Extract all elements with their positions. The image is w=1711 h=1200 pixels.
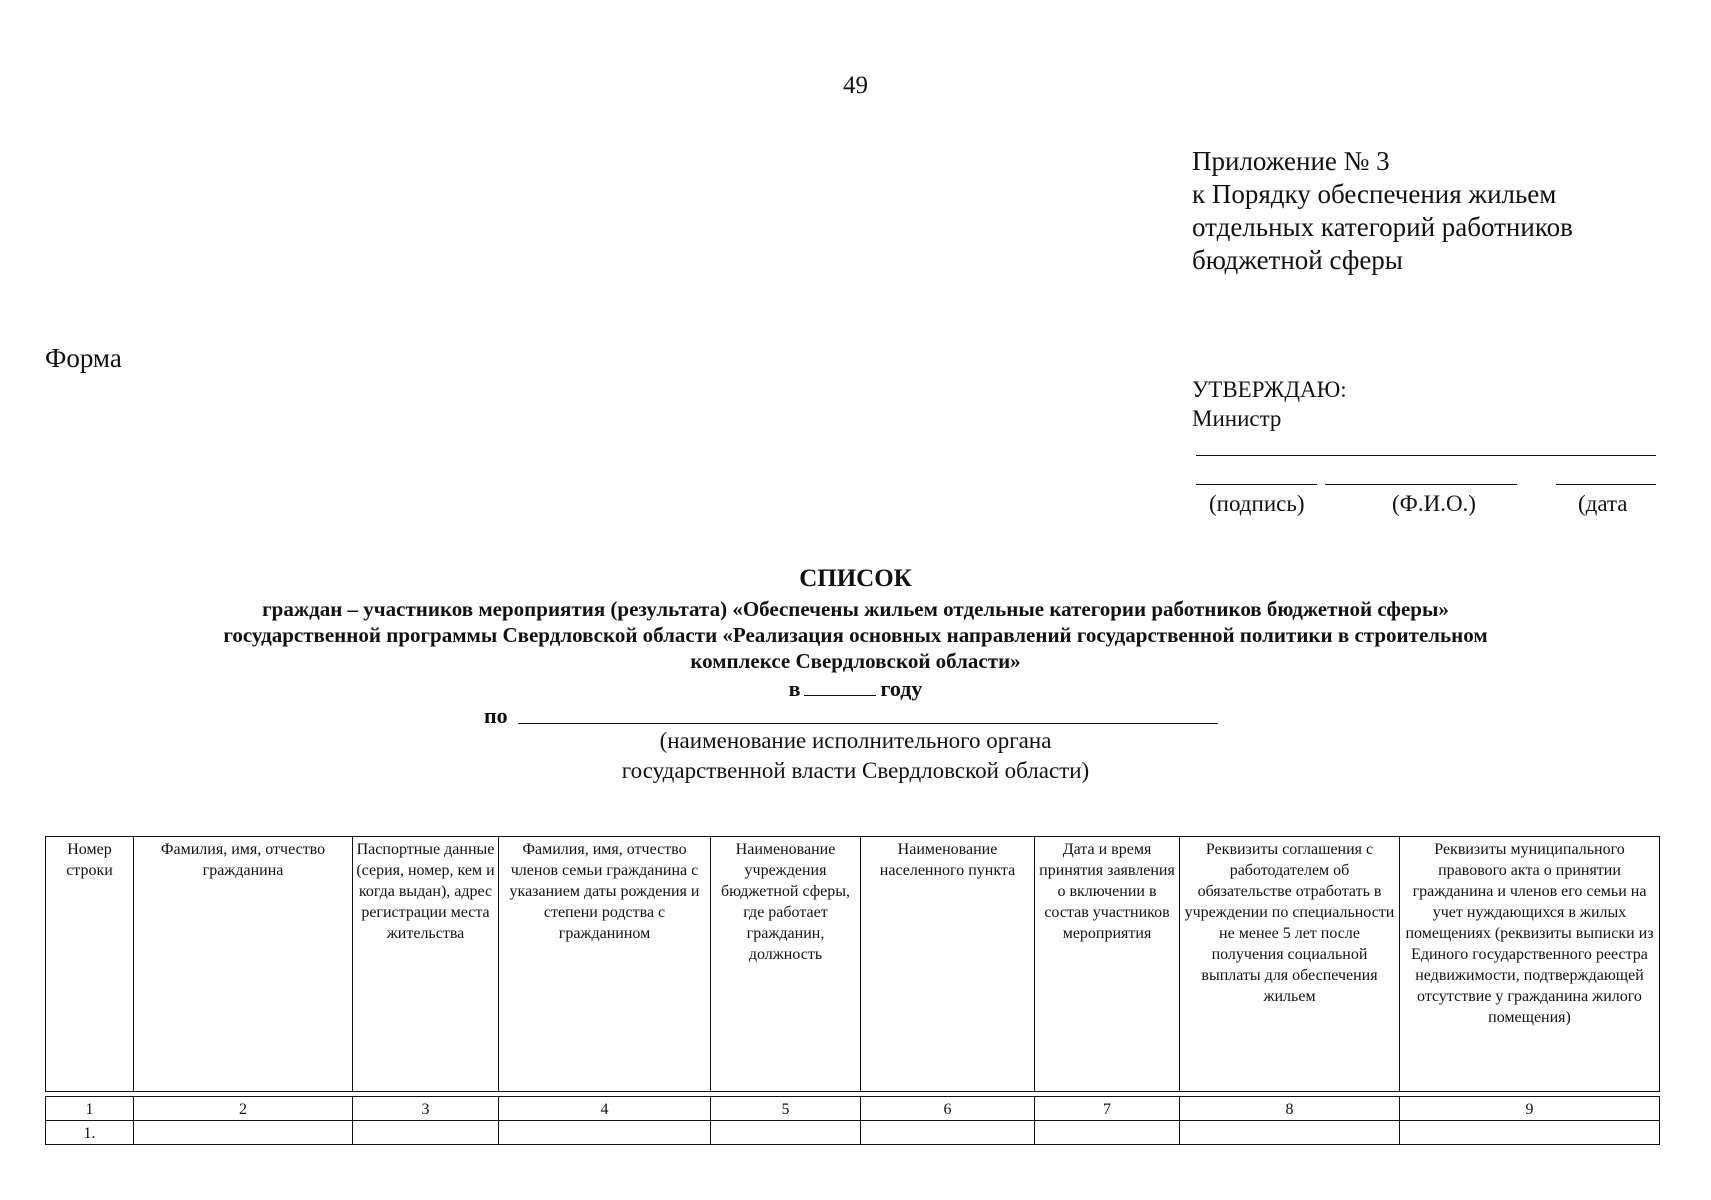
approval-block: [1192, 375, 1347, 433]
approver-position: Министр: [1192, 406, 1282, 431]
header-cell: Реквизиты соглашения с работодателем об обязательстве отработать в учреждении по специальности не менее 5 лет после получения социальной выплаты для обеспечения жильем: [1180, 837, 1400, 1092]
column-number-cell: 8: [1180, 1097, 1400, 1121]
table-cell: [1180, 1121, 1400, 1145]
name-caption: (Ф.И.О.): [1392, 491, 1476, 516]
table-cell: [353, 1121, 499, 1145]
header-cell: Фамилия, имя, отчество членов семьи гражданина с указанием даты рождения и степени родства с гражданином: [499, 837, 711, 1092]
header-table: [45, 836, 1660, 1092]
header-row: [46, 837, 1660, 1092]
column-number-cell: 4: [499, 1097, 711, 1121]
organ-caption: [0, 726, 1711, 786]
year-line: [0, 676, 1711, 702]
table-cell: [1035, 1121, 1180, 1145]
column-number-cell: 6: [861, 1097, 1035, 1121]
table-cell: [1400, 1121, 1660, 1145]
table-cell: [711, 1121, 861, 1145]
appendix-line: бюджетной сферы: [1192, 245, 1403, 275]
column-number-row: [46, 1097, 1660, 1121]
data-table: [45, 1096, 1660, 1145]
appendix-line: отдельных категорий работников: [1192, 212, 1573, 242]
date-caption: (дата: [1578, 491, 1628, 516]
organ-blank-line: [518, 723, 1218, 724]
header-cell: Номер строки: [46, 837, 134, 1092]
name-line: [1325, 484, 1517, 485]
table-cell: [861, 1121, 1035, 1145]
list-subtitle: [0, 596, 1711, 674]
appendix-line: Приложение № 3: [1192, 146, 1390, 176]
date-line: [1556, 484, 1656, 485]
appendix-line: к Порядку обеспечения жильем: [1192, 179, 1557, 209]
column-number-cell: 9: [1400, 1097, 1660, 1121]
approval-line: [1196, 455, 1656, 456]
signature-caption: (подпись): [1209, 491, 1305, 516]
column-number-cell: 7: [1035, 1097, 1180, 1121]
table-cell: [134, 1121, 353, 1145]
appendix-note: [1192, 145, 1573, 277]
organ-caption-line: государственной власти Свердловской области): [621, 758, 1090, 783]
header-cell: Фамилия, имя, отчество гражданина: [134, 837, 353, 1092]
organ-caption-line: (наименование исполнительного органа: [659, 728, 1052, 753]
list-title: СПИСОК: [799, 565, 912, 592]
header-cell: Паспортные данные (серия, номер, кем и когда выдан), адрес регистрации места жительства: [353, 837, 499, 1092]
year-prefix: в: [788, 676, 801, 701]
approve-label: УТВЕРЖДАЮ:: [1192, 377, 1347, 402]
by-label: по: [484, 703, 508, 728]
table-row: [46, 1121, 1660, 1145]
table-cell: [499, 1121, 711, 1145]
subtitle-line: комплексе Свердловской области»: [690, 649, 1021, 673]
subtitle-line: граждан – участников мероприятия (результата) «Обеспечены жильем отдельные категории работников бюджетной сферы»: [262, 597, 1449, 621]
form-label: Форма: [45, 343, 122, 373]
header-cell: Наименование учреждения бюджетной сферы, где работает гражданин, должность: [711, 837, 861, 1092]
column-number-cell: 2: [134, 1097, 353, 1121]
page-number: 49: [843, 72, 868, 99]
subtitle-line: государственной программы Свердловской области «Реализация основных направлений государственной политики в строительном: [223, 623, 1488, 647]
table-cell: 1.: [46, 1121, 134, 1145]
signature-line: [1196, 484, 1317, 485]
header-cell: Дата и время принятия заявления о включении в состав участников мероприятия: [1035, 837, 1180, 1092]
header-cell: Наименование населенного пункта: [861, 837, 1035, 1092]
column-number-cell: 1: [46, 1097, 134, 1121]
column-number-cell: 5: [711, 1097, 861, 1121]
header-cell: Реквизиты муниципального правового акта о принятии гражданина и членов его семьи на учет нуждающихся в жилых помещениях (реквизиты выписки из Единого государственного реестра недвижимости, подтверждающей отсутствие у гражданина жилого помещения): [1400, 837, 1660, 1092]
column-number-cell: 3: [353, 1097, 499, 1121]
year-blank: [804, 694, 876, 696]
year-suffix: году: [880, 676, 923, 701]
